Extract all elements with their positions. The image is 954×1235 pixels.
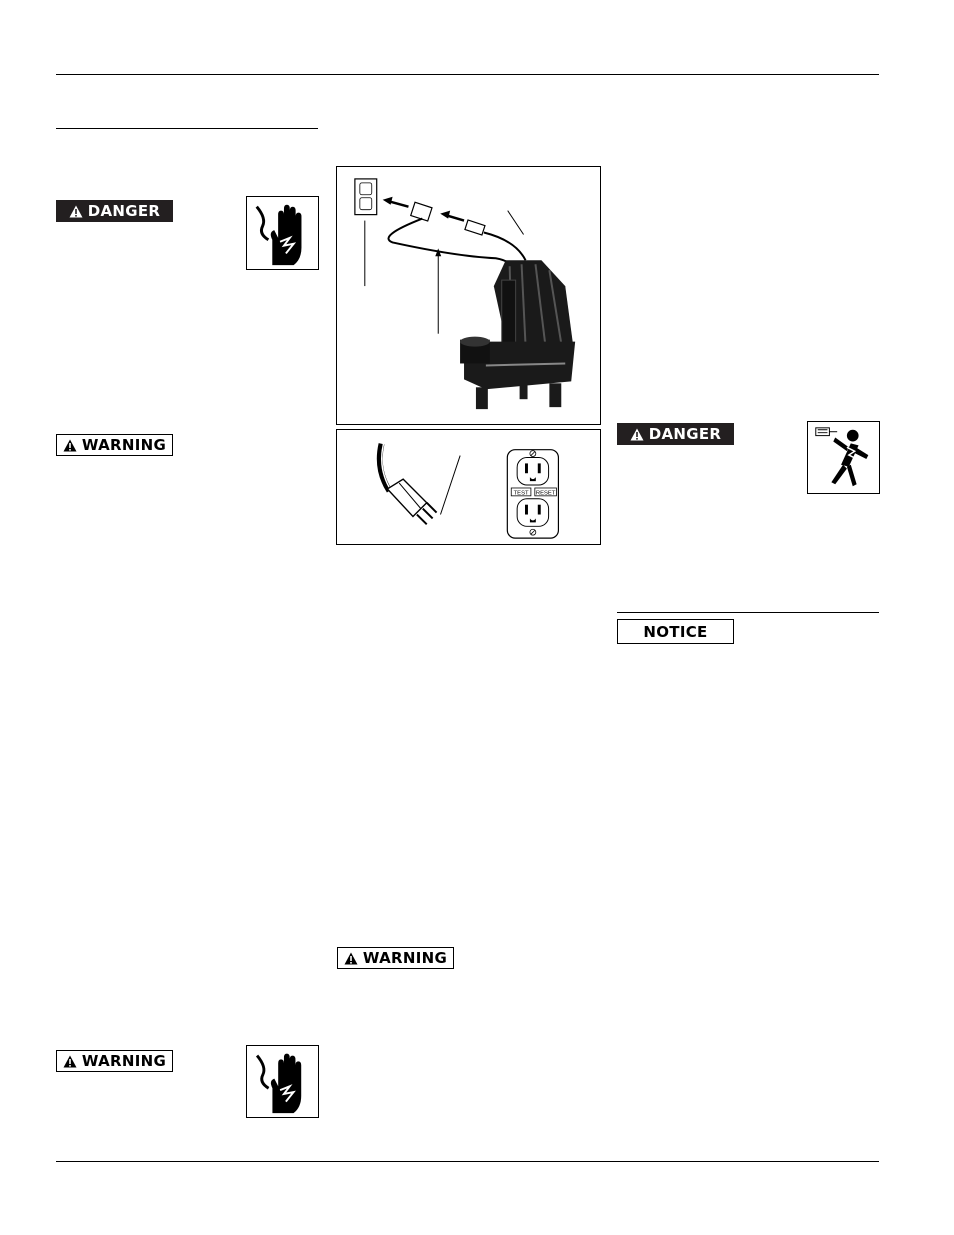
pump-illustration [337,167,600,424]
electrocution-person-icon [807,421,880,494]
notice-section-rule [617,612,879,613]
pump-cord-figure [336,166,601,425]
warning-label: WARNING [362,949,448,967]
exclamation-triangle-icon [344,952,358,965]
gfci-outlet-icon [507,450,558,538]
shock-hand-icon [246,196,319,270]
exclamation-triangle-icon [63,439,77,452]
danger-label: DANGER [87,202,161,220]
shock-hand-icon [246,1045,319,1118]
plug-outlet-figure [336,429,601,545]
warning-label: WARNING [81,436,167,454]
header-rule [56,74,879,75]
danger-badge [56,200,173,222]
notice-badge [617,619,734,644]
warning-label: WARNING [81,1052,167,1070]
warning-badge [56,434,173,456]
test-button-label: TEST [513,490,529,497]
exclamation-triangle-icon [69,205,83,218]
exclamation-triangle-icon [63,1055,77,1068]
notice-label: NOTICE [643,622,708,641]
warning-badge [56,1050,173,1072]
footer-rule [56,1161,879,1162]
reset-button-label: RESET [535,490,556,497]
warning-badge [337,947,454,969]
danger-label: DANGER [648,425,722,443]
section-rule [56,128,318,129]
danger-badge [617,423,734,445]
exclamation-triangle-icon [630,428,644,441]
grounded-plug-icon [387,479,436,524]
